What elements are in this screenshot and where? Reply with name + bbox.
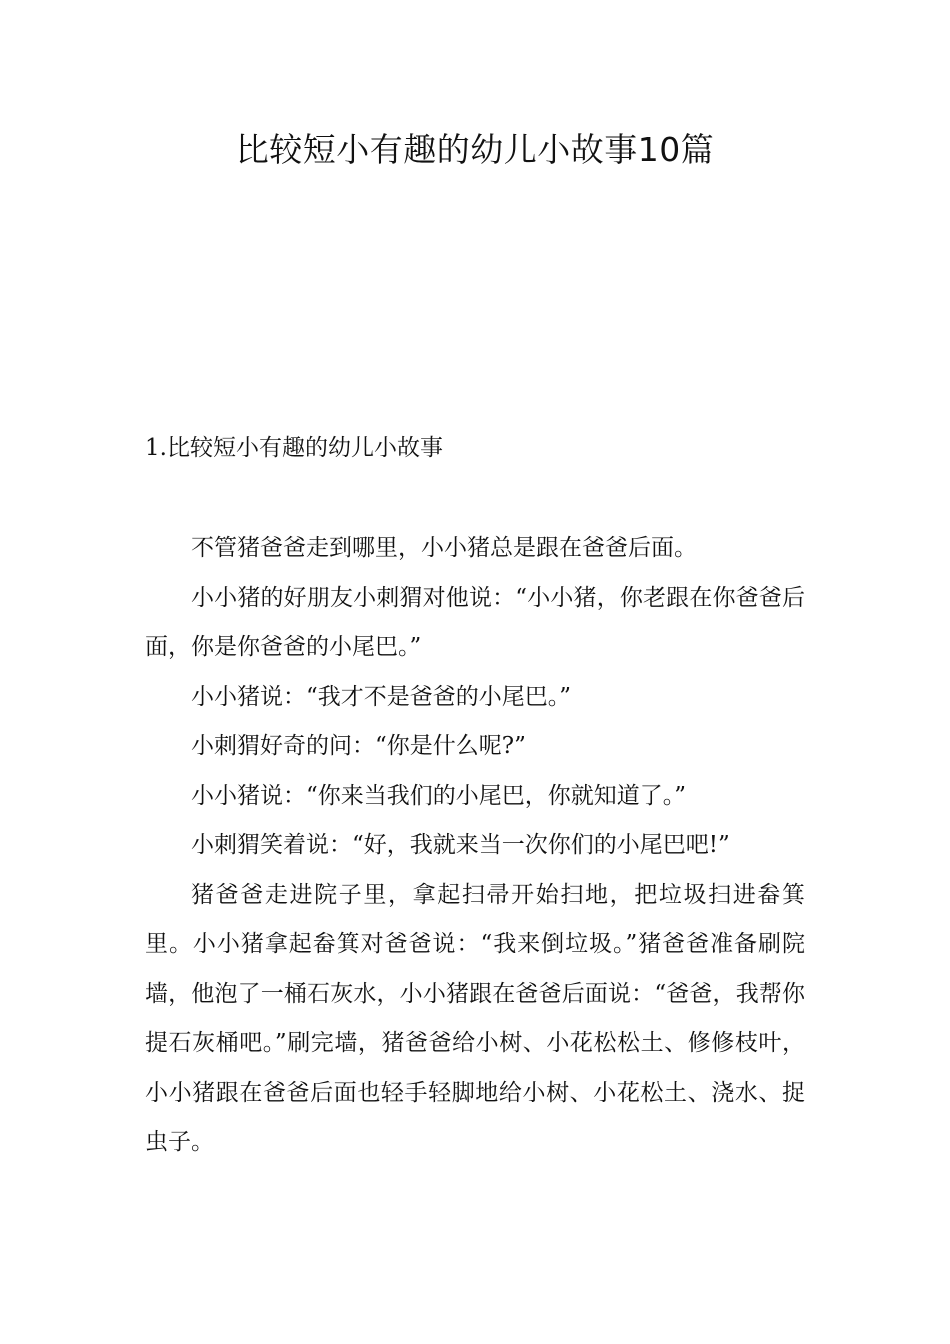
- story-paragraph: 小小猪说：“我才不是爸爸的小尾巴。”: [191, 683, 572, 710]
- story-paragraph: 小刺猬好奇的问：“你是什么呢?”: [191, 733, 526, 759]
- story-paragraph: 猪爸爸走进院子里，拿起扫帚开始扫地，把垃圾扫进畚箕里。小小猪拿起畚箕对爸爸说：“我来倒垃圾。”猪爸爸准备刷院墙，他泡了一桶石灰水，小小猪跟在爸爸后面说：“爸爸，我帮你提石灰桶吧。”刷完墙，猪爸爸给小树、小花松松土、修修枝叶，小小猪跟在爸爸后面也轻手轻脚地给小树、小花松土、浇水、捉虫子。: [145, 881, 805, 1155]
- story-paragraph: 小小猪说：“你来当我们的小尾巴，你就知道了。”: [191, 782, 687, 809]
- story-paragraph: 小小猪的好朋友小刺猬对他说：“小小猪，你老跟在你爸爸后面，你是你爸爸的小尾巴。”: [145, 584, 805, 660]
- section-heading: 1.比较短小有趣的幼儿小故事: [145, 435, 443, 461]
- story-paragraph: 不管猪爸爸走到哪里，小小猪总是跟在爸爸后面。: [191, 535, 697, 561]
- story-paragraph: 小刺猬笑着说：“好，我就来当一次你们的小尾巴吧!”: [191, 832, 730, 858]
- document-title: 比较短小有趣的幼儿小故事10篇: [235, 130, 715, 169]
- story-body: [145, 524, 805, 1168]
